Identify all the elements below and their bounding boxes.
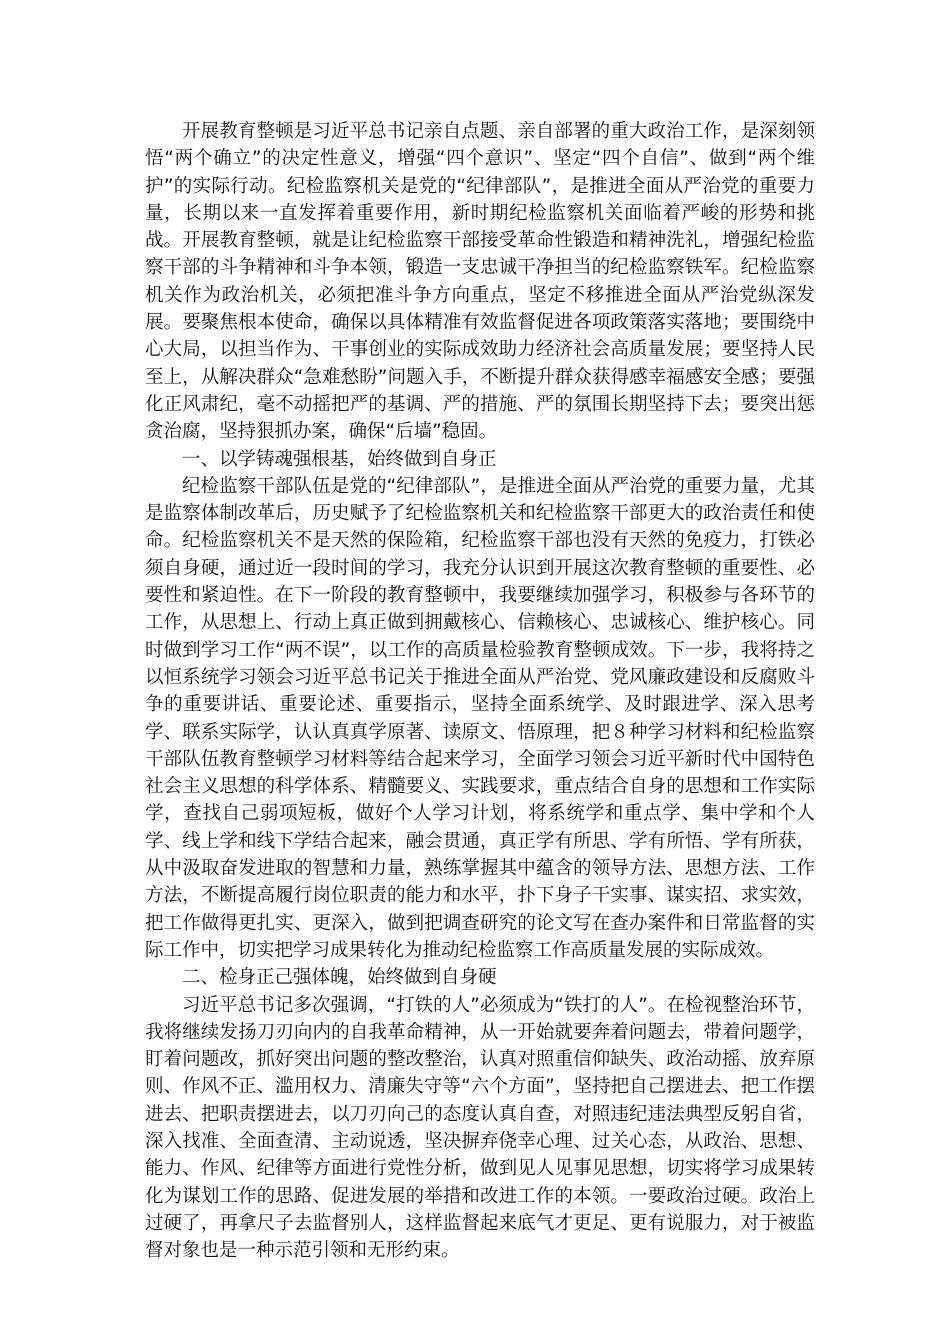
section-2-paragraph: 习近平总书记多次强调，“打铁的人”必须成为“铁打的人”。在检视整治环节，我将继续发扬刀刃向内的自我革命精神，从一开始就要奔着问题去，带着问题学，盯着问题改，抓好突出问题的整改整治，认真对照重信仰缺失、政治动摇、放弃原则、作风不正、滥用权力、清廉失守等“六个方面”，坚持把自己摆进去、把工作摆进去、把职责摆进去，以刀刃向己的态度认真自查，对照违纪违法典型反躬自省，深入找准、全面查清、主动说透，坚决摒弃侥幸心理、过关心态，从政治、思想、能力、作风、纪律等方面进行党性分析，做到见人见事见思想，切实将学习成果转化为谋划工作的思路、促进发展的举措和改进工作的本领。一要政治过硬。政治上过硬了，再拿尺子去监督别人，这样监督起来底气才更足、更有说服力，对于被监督对象也是一种示范引领和无形约束。 (145, 994, 815, 1262)
section-1-paragraph: 纪检监察干部队伍是党的“纪律部队”，是推进全面从严治党的重要力量，尤其是监察体制改革后，历史赋予了纪检监察机关和纪检监察干部更大的政治责任和使命。纪检监察机关不是天然的保险箱，纪检监察干部也没有天然的免疫力，打铁必须自身硬，通过近一段时间的学习，我充分认识到开展这次教育整顿的重要性、必要性和紧迫性。在下一阶段的教育整顿中，我要继续加强学习，积极参与各环节的工作，从思想上、行动上真正做到拥戴核心、信赖核心、忠诚核心、维护核心。同时做到学习工作“两不误”，以工作的高质量检验教育整顿成效。下一步，我将持之以恒系统学习领会习近平总书记关于推进全面从严治党、党风廉政建设和反腐败斗争的重要讲话、重要论述、重要指示，坚持全面系统学、及时跟进学、深入思考学、联系实际学，认认真真学原著、读原文、悟原理，把８种学习材料和纪检监察干部队伍教育整顿学习材料等结合起来学习，全面学习领会习近平新时代中国特色社会主义思想的科学体系、精髓要义、实践要求，重点结合自身的思想和工作实际学，查找自己弱项短板，做好个人学习计划，将系统学和重点学、集中学和个人学、线上学和线下学结合起来，融会贯通，真正学有所思、学有所悟、学有所获，从中汲取奋发进取的智慧和力量，熟练掌握其中蕴含的领导方法、思想方法、工作方法，不断提高履行岗位职责的能力和水平，扑下身子干实事、谋实招、求实效，把工作做得更扎实、更深入，做到把调查研究的论文写在查办案件和日常监督的实际工作中，切实把学习成果转化为推动纪检监察工作高质量发展的实际成效。 (145, 475, 815, 961)
intro-paragraph: 开展教育整顿是习近平总书记亲自点题、亲自部署的重大政治工作，是深刻领悟“两个确立”的决定性意义，增强“四个意识”、坚定“四个自信”、做到“两个维护”的实际行动。纪检监察机关是党的“纪律部队”，是推进全面从严治党的重要力量，长期以来一直发挥着重要作用，新时期纪检监察机关面临着严峻的形势和挑战。开展教育整顿，就是让纪检监察干部接受革命性锻造和精神洗礼，增强纪检监察干部的斗争精神和斗争本领，锻造一支忠诚干净担当的纪检监察铁军。纪检监察机关作为政治机关，必须把准斗争方向重点，坚定不移推进全面从严治党纵深发展。要聚焦根本使命，确保以具体精准有效监督促进各项政策落实落地；要围绕中心大局，以担当作为、干事创业的实际成效助力经济社会高质量发展；要坚持人民至上，从解决群众“急难愁盼”问题入手，不断提升群众获得感幸福感安全感；要强化正风肃纪，毫不动摇把严的基调、严的措施、严的氛围长期坚持下去；要突出惩贪治腐，坚持狠抓办案，确保“后墙”稳固。 (145, 121, 815, 443)
section-2-heading: 二、检身正己强体魄，始终做到自身硬 (182, 967, 497, 989)
section-1-heading: 一、以学铸魂强根基，始终做到自身正 (182, 448, 497, 470)
document-page (145, 118, 815, 1264)
